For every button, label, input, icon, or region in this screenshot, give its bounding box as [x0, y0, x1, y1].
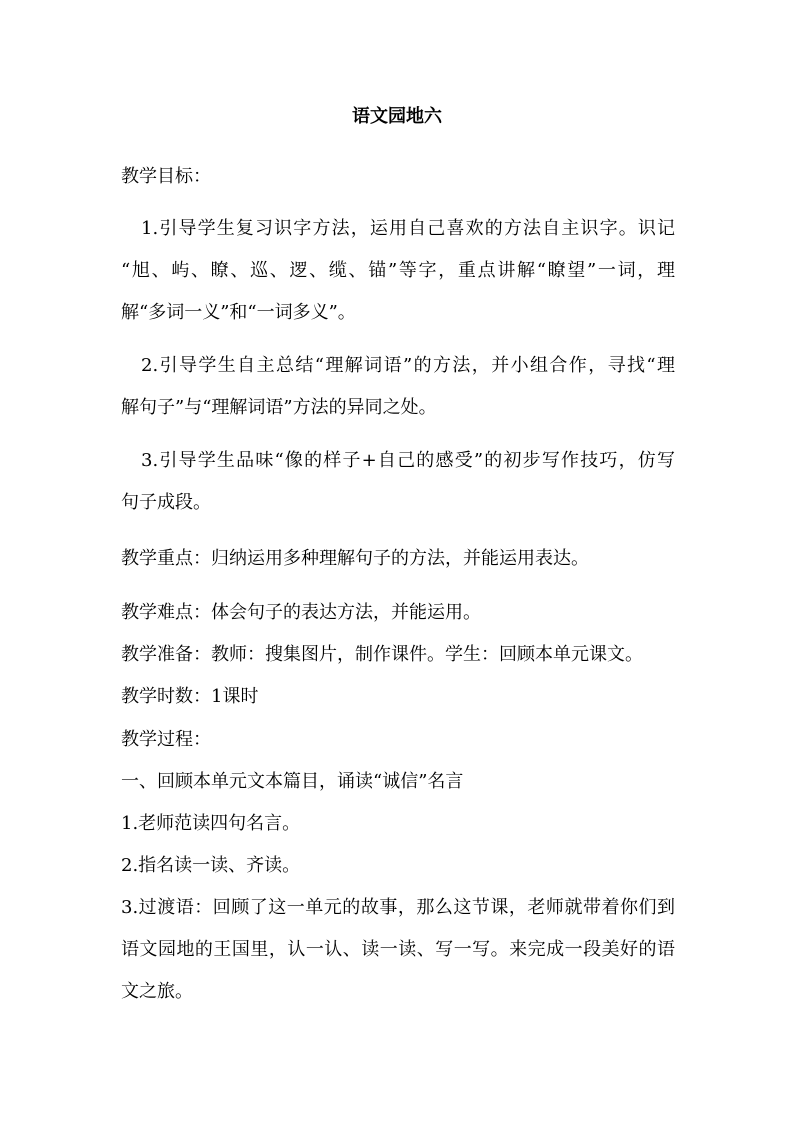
step-3-line-3: 文之旅。: [121, 981, 193, 1002]
preparation: 教学准备：教师：搜集图片，制作课件。学生：回顾本单元课文。: [121, 644, 643, 665]
key-point: 教学重点：归纳运用多种理解句子的方法，并能运用表达。: [121, 548, 589, 569]
objective-2-line-1: 2.引导学生自主总结“理解词语”的方法，并小组合作，寻找“理: [141, 355, 675, 376]
step-1: 1.老师范读四句名言。: [121, 813, 301, 834]
section-1-heading: 一、回顾本单元文本篇目，诵读“诚信”名言: [121, 771, 464, 792]
objective-3-line-1: 3.引导学生品味“像的样子+自己的感受”的初步写作技巧，仿写: [141, 450, 675, 471]
class-hours: 教学时数：1课时: [121, 686, 259, 707]
objectives-heading: 教学目标：: [121, 166, 211, 187]
objective-1-line-2: “旭、屿、瞭、巡、逻、缆、锚”等字，重点讲解“瞭望”一词，理: [121, 260, 675, 281]
step-2: 2.指名读一读、齐读。: [121, 855, 301, 876]
document-title: 语文园地六: [352, 106, 442, 127]
step-3-line-2: 语文园地的王国里，认一认、读一读、写一写。来完成一段美好的语: [121, 939, 675, 960]
process-heading: 教学过程：: [121, 729, 211, 750]
objective-3-line-2: 句子成段。: [121, 492, 211, 513]
objective-2-line-2: 解句子”与“理解词语”方法的异同之处。: [121, 397, 437, 418]
objective-1-line-1: 1.引导学生复习识字方法，运用自己喜欢的方法自主识字。识记: [141, 218, 675, 239]
difficult-point: 教学难点：体会句子的表达方法，并能运用。: [121, 602, 481, 623]
step-3-line-1: 3.过渡语：回顾了这一单元的故事，那么这节课，老师就带着你们到: [121, 897, 675, 918]
objective-1-line-3: 解“多词一义”和“一词多义”。: [121, 302, 356, 323]
